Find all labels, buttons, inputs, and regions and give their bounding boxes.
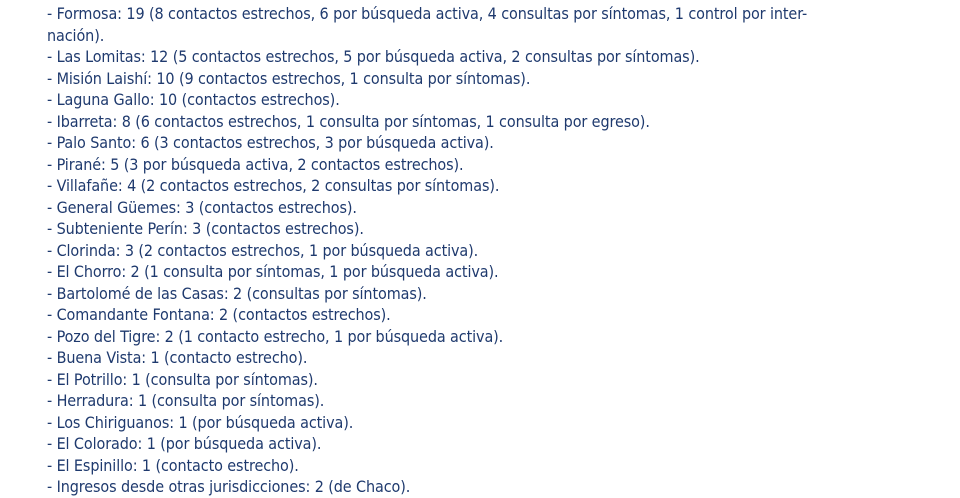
list-item-text: - Misión Laishí: 10 (9 contactos estrechos, 1 consulta por síntomas). [47,68,531,88]
list-item-text: - El Espinillo: 1 (contacto estrecho). [47,455,299,475]
list-item-pozo-del-tigre [47,326,927,348]
list-item-el-espinillo [47,455,927,477]
list-item-el-chorro [47,261,927,283]
list-item-el-colorado [47,433,927,455]
list-item-palo-santo [47,132,927,154]
list-item-text: - El Chorro: 2 (1 consulta por síntomas, 1 por búsqueda activa). [47,262,499,281]
list-item-text: - Herradura: 1 (consulta por síntomas). [47,391,325,410]
list-item-clorinda [47,240,927,262]
list-item-text: - Palo Santo: 6 (3 contactos estrechos, 3 por búsqueda activa). [47,133,494,152]
list-item-text: - General Güemes: 3 (contactos estrechos). [47,197,357,217]
list-item-text: - Ingresos desde otras jurisdicciones: 2 (de Chaco). [47,477,411,496]
list-item-pirane [47,154,927,176]
list-item-text: - Pozo del Tigre: 2 (1 contacto estrecho, 1 por búsqueda activa). [47,326,504,346]
list-item-comandante-fontana [47,304,927,326]
list-item-otras-jurisdicciones [47,476,927,498]
cropped-previous-line [47,0,927,2]
list-item-buena-vista [47,347,927,369]
list-item-el-potrillo [47,369,927,391]
cases-by-locality-list [47,3,927,498]
list-item-text: - Bartolomé de las Casas: 2 (consultas por síntomas). [47,283,427,303]
list-item-text: - Clorinda: 3 (2 contactos estrechos, 1 por búsqueda activa). [47,240,479,260]
list-item-herradura [47,390,927,412]
list-item-text: - Las Lomitas: 12 (5 contactos estrechos, 5 por búsqueda activa, 2 consultas por síntomas). [47,47,700,66]
list-item-subteniente-perin [47,218,927,240]
list-item-ibarreta [47,111,927,133]
list-item-bartolome-de-las-casas [47,283,927,305]
list-item-villafane [47,175,927,197]
list-item-mision-laishi [47,68,927,90]
list-item-las-lomitas [47,46,927,68]
list-item-text: - Villafañe: 4 (2 contactos estrechos, 2 consultas por síntomas). [47,176,500,195]
list-item-text: - Comandante Fontana: 2 (contactos estrechos). [47,305,391,324]
list-item-general-guemes [47,197,927,219]
list-item-text: - Ibarreta: 8 (6 contactos estrechos, 1 consulta por síntomas, 1 consulta por egreso). [47,111,650,131]
list-item-text: - Subteniente Perín: 3 (contactos estrechos). [47,219,364,238]
list-item-text: - Los Chiriguanos: 1 (por búsqueda activa). [47,412,354,432]
list-item-text: - Pirané: 5 (3 por búsqueda activa, 2 contactos estrechos). [47,154,464,174]
list-item-los-chiriguanos [47,412,927,434]
list-item-text: - Laguna Gallo: 10 (contactos estrechos). [47,90,340,109]
list-item-text: - Formosa: 19 (8 contactos estrechos, 6 por búsqueda activa, 4 consultas por síntomas, 1 control por inter- [47,4,808,23]
list-item-text: - El Potrillo: 1 (consulta por síntomas). [47,369,318,389]
list-item-text: - Buena Vista: 1 (contacto estrecho). [47,348,308,367]
list-item-laguna-gallo [47,89,927,111]
list-item-text: - El Colorado: 1 (por búsqueda activa). [47,434,322,453]
list-item-formosa [47,3,927,46]
list-item-continuation: nación). [47,25,105,45]
